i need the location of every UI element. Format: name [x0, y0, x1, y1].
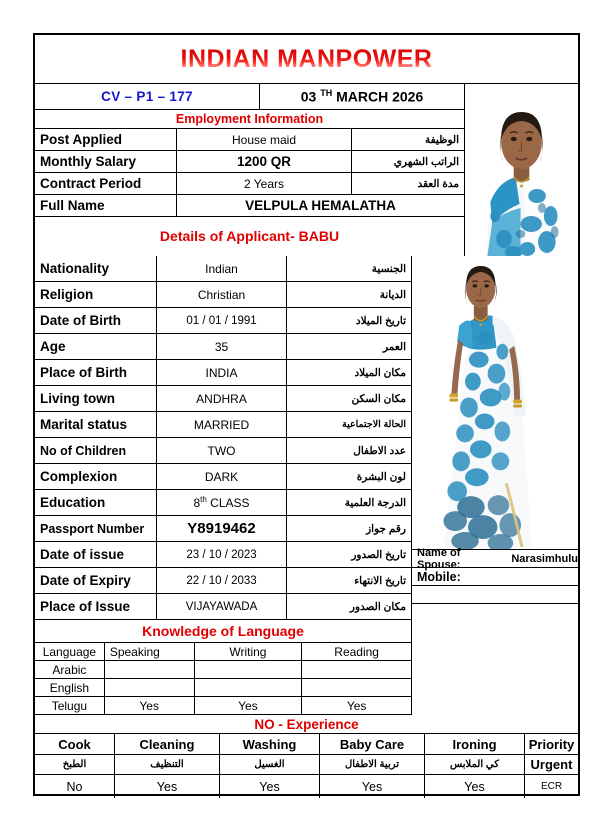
- language-header-speaking: Speaking: [105, 643, 195, 661]
- experience-arabic-cook: الطبخ: [35, 755, 115, 775]
- portrait-photo-illustration: [465, 84, 578, 256]
- full-body-photo-column: [412, 256, 578, 715]
- detail-value-nationality: Indian: [157, 256, 287, 282]
- date-cell: [260, 84, 464, 110]
- experience-arabic-row: [35, 755, 578, 775]
- detail-label-date-of-expiry: Date of Expiry: [35, 568, 157, 594]
- language-reading-arabic: [302, 661, 411, 679]
- detail-arabic-marital-status: الحالة الاجتماعية: [287, 412, 411, 438]
- detail-row: [35, 334, 411, 360]
- language-name-arabic: Arabic: [35, 661, 105, 679]
- language-name-english: English: [35, 679, 105, 697]
- experience-value-cook: No: [35, 775, 115, 798]
- spouse-name: Narasimhulu: [511, 552, 578, 565]
- monthly-salary-label: Monthly Salary: [35, 151, 177, 173]
- employment-row: [35, 151, 464, 173]
- detail-value-date-of-birth: 01 / 01 / 1991: [157, 308, 287, 334]
- experience-header-ironing: Ironing: [425, 734, 525, 755]
- detail-value-date-of-expiry: 22 / 10 / 2033: [157, 568, 287, 594]
- post-applied-value: House maid: [177, 129, 352, 151]
- detail-value-passport-number: Y8919462: [157, 516, 287, 542]
- experience-value-baby-care: Yes: [320, 775, 425, 798]
- detail-value-age: 35: [157, 334, 287, 360]
- detail-row: [35, 360, 411, 386]
- post-applied-arabic: الوظيفة: [352, 129, 464, 151]
- language-header-reading: Reading: [302, 643, 411, 661]
- detail-label-date-of-issue: Date of issue: [35, 542, 157, 568]
- portrait-photo-cell: [465, 84, 578, 256]
- experience-band-cell: [35, 715, 578, 734]
- language-speaking-arabic: [105, 661, 195, 679]
- experience-header-washing: Washing: [220, 734, 320, 755]
- detail-value-complexion: DARK: [157, 464, 287, 490]
- detail-row: [35, 594, 411, 620]
- detail-value-place-of-birth: INDIA: [157, 360, 287, 386]
- detail-value-education: 8th CLASS: [157, 490, 287, 516]
- detail-arabic-religion: الديانة: [287, 282, 411, 308]
- experience-section: [35, 715, 578, 798]
- employment-row: [35, 173, 464, 195]
- cv-number: CV – P1 – 177: [101, 89, 193, 104]
- page-title: INDIAN MANPOWER: [180, 44, 433, 73]
- experience-arabic-cleaning: التنظيف: [115, 755, 220, 775]
- contract-period-value: 2 Years: [177, 173, 352, 195]
- detail-arabic-date-of-issue: تاريخ الصدور: [287, 542, 411, 568]
- mobile-label: Mobile:: [417, 569, 461, 584]
- employment-band-cell: [35, 110, 464, 129]
- experience-value-cleaning: Yes: [115, 775, 220, 798]
- detail-row: [35, 386, 411, 412]
- language-header-language: Language: [35, 643, 105, 661]
- detail-label-age: Age: [35, 334, 157, 360]
- detail-label-no-of-children: No of Children: [35, 438, 157, 464]
- experience-header-priority: Priority: [525, 734, 578, 755]
- language-reading-telugu: Yes: [302, 697, 411, 715]
- detail-label-living-town: Living town: [35, 386, 157, 412]
- contact-empty-cell: [412, 586, 578, 604]
- detail-row: [35, 412, 411, 438]
- detail-row: [35, 542, 411, 568]
- detail-row: [35, 438, 411, 464]
- detail-arabic-no-of-children: عدد الاطفال: [287, 438, 411, 464]
- detail-row: [35, 256, 411, 282]
- applicant-details-heading: Details of Applicant- BABU: [159, 227, 340, 244]
- experience-arabic-baby-care: تربية الاطفال: [320, 755, 425, 775]
- employment-info-heading: Employment Information: [175, 112, 324, 126]
- language-speaking-english: [105, 679, 195, 697]
- detail-label-place-of-birth: Place of Birth: [35, 360, 157, 386]
- cvno-date-row: [35, 84, 464, 110]
- experience-arabic-washing: الغسيل: [220, 755, 320, 775]
- experience-header-row: [35, 734, 578, 755]
- cv-number-cell: [35, 84, 260, 110]
- detail-label-religion: Religion: [35, 282, 157, 308]
- applicant-band-row: [35, 217, 464, 254]
- knowledge-of-language-heading: Knowledge of Language: [142, 623, 304, 639]
- applicant-portrait-photo: [465, 84, 578, 256]
- detail-arabic-place-of-issue: مكان الصدور: [287, 594, 411, 620]
- detail-value-date-of-issue: 23 / 10 / 2023: [157, 542, 287, 568]
- experience-value-row: [35, 775, 578, 798]
- spouse-label: Name of Spouse:: [417, 546, 461, 571]
- detail-label-place-of-issue: Place of Issue: [35, 594, 157, 620]
- contract-period-label: Contract Period: [35, 173, 177, 195]
- language-reading-english: [302, 679, 411, 697]
- experience-arabic-ironing: كي الملابس: [425, 755, 525, 775]
- details-section: [35, 256, 578, 715]
- knowledge-band-row: [35, 620, 411, 643]
- detail-arabic-complexion: لون البشرة: [287, 464, 411, 490]
- experience-header-baby-care: Baby Care: [320, 734, 425, 755]
- document-date: 03 $^{TH}$ MARCH 2026: [300, 88, 424, 105]
- language-row: [35, 679, 411, 697]
- language-row: [35, 661, 411, 679]
- language-writing-telugu: Yes: [195, 697, 303, 715]
- language-speaking-telugu: Yes: [105, 697, 195, 715]
- employment-info-block: [35, 84, 465, 256]
- language-writing-arabic: [195, 661, 303, 679]
- ecr-status-badge: ECR: [540, 781, 563, 792]
- detail-value-marital-status: MARRIED: [157, 412, 287, 438]
- applicant-band-cell: [35, 217, 464, 254]
- full-name-value: VELPULA HEMALATHA: [177, 195, 464, 217]
- details-table: [35, 256, 412, 715]
- language-header-writing: Writing: [195, 643, 303, 661]
- language-name-telugu: Telugu: [35, 697, 105, 715]
- detail-arabic-education: الدرجة العلمية: [287, 490, 411, 516]
- header-and-employment-section: [35, 84, 578, 256]
- detail-arabic-passport-number: رقم جواز: [287, 516, 411, 542]
- detail-label-marital-status: Marital status: [35, 412, 157, 438]
- detail-row: [35, 282, 411, 308]
- detail-row: [35, 464, 411, 490]
- applicant-full-body-photo: [412, 256, 578, 550]
- experience-value-ironing: Yes: [425, 775, 525, 798]
- monthly-salary-value: 1200 QR: [177, 151, 352, 173]
- language-header-row: [35, 643, 411, 661]
- detail-arabic-place-of-birth: مكان الميلاد: [287, 360, 411, 386]
- cv-document: [33, 33, 580, 796]
- employment-row: [35, 129, 464, 151]
- full-body-photo-illustration: [412, 256, 578, 549]
- post-applied-label: Post Applied: [35, 129, 177, 151]
- detail-arabic-age: العمر: [287, 334, 411, 360]
- detail-row: [35, 568, 411, 594]
- priority-urgent-badge: Urgent: [525, 755, 578, 775]
- detail-arabic-nationality: الجنسية: [287, 256, 411, 282]
- detail-row: [35, 490, 411, 516]
- detail-label-education: Education: [35, 490, 157, 516]
- detail-label-complexion: Complexion: [35, 464, 157, 490]
- mobile-cell: [412, 568, 578, 586]
- knowledge-band-cell: [35, 620, 411, 643]
- detail-arabic-date-of-birth: تاريخ الميلاد: [287, 308, 411, 334]
- detail-arabic-date-of-expiry: تاريخ الانتهاء: [287, 568, 411, 594]
- detail-value-place-of-issue: VIJAYAWADA: [157, 594, 287, 620]
- employment-band-row: [35, 110, 464, 129]
- employment-row: [35, 195, 464, 217]
- experience-heading: NO - Experience: [254, 716, 359, 732]
- language-row: [35, 697, 411, 715]
- spouse-name-cell: [412, 546, 578, 571]
- contract-period-arabic: مدة العقد: [352, 173, 464, 195]
- detail-value-religion: Christian: [157, 282, 287, 308]
- experience-header-cook: Cook: [35, 734, 115, 755]
- monthly-salary-arabic: الراتب الشهري: [352, 151, 464, 173]
- detail-row: [35, 308, 411, 334]
- detail-arabic-living-town: مكان السكن: [287, 386, 411, 412]
- experience-header-cleaning: Cleaning: [115, 734, 220, 755]
- detail-row: [35, 516, 411, 542]
- experience-value-washing: Yes: [220, 775, 320, 798]
- experience-band-row: [35, 715, 578, 734]
- language-writing-english: [195, 679, 303, 697]
- full-name-label: Full Name: [35, 195, 177, 217]
- detail-value-no-of-children: TWO: [157, 438, 287, 464]
- detail-label-passport-number: Passport Number: [35, 516, 157, 542]
- detail-value-living-town: ANDHRA: [157, 386, 287, 412]
- detail-label-date-of-birth: Date of Birth: [35, 308, 157, 334]
- document-title-row: [35, 35, 578, 84]
- detail-label-nationality: Nationality: [35, 256, 157, 282]
